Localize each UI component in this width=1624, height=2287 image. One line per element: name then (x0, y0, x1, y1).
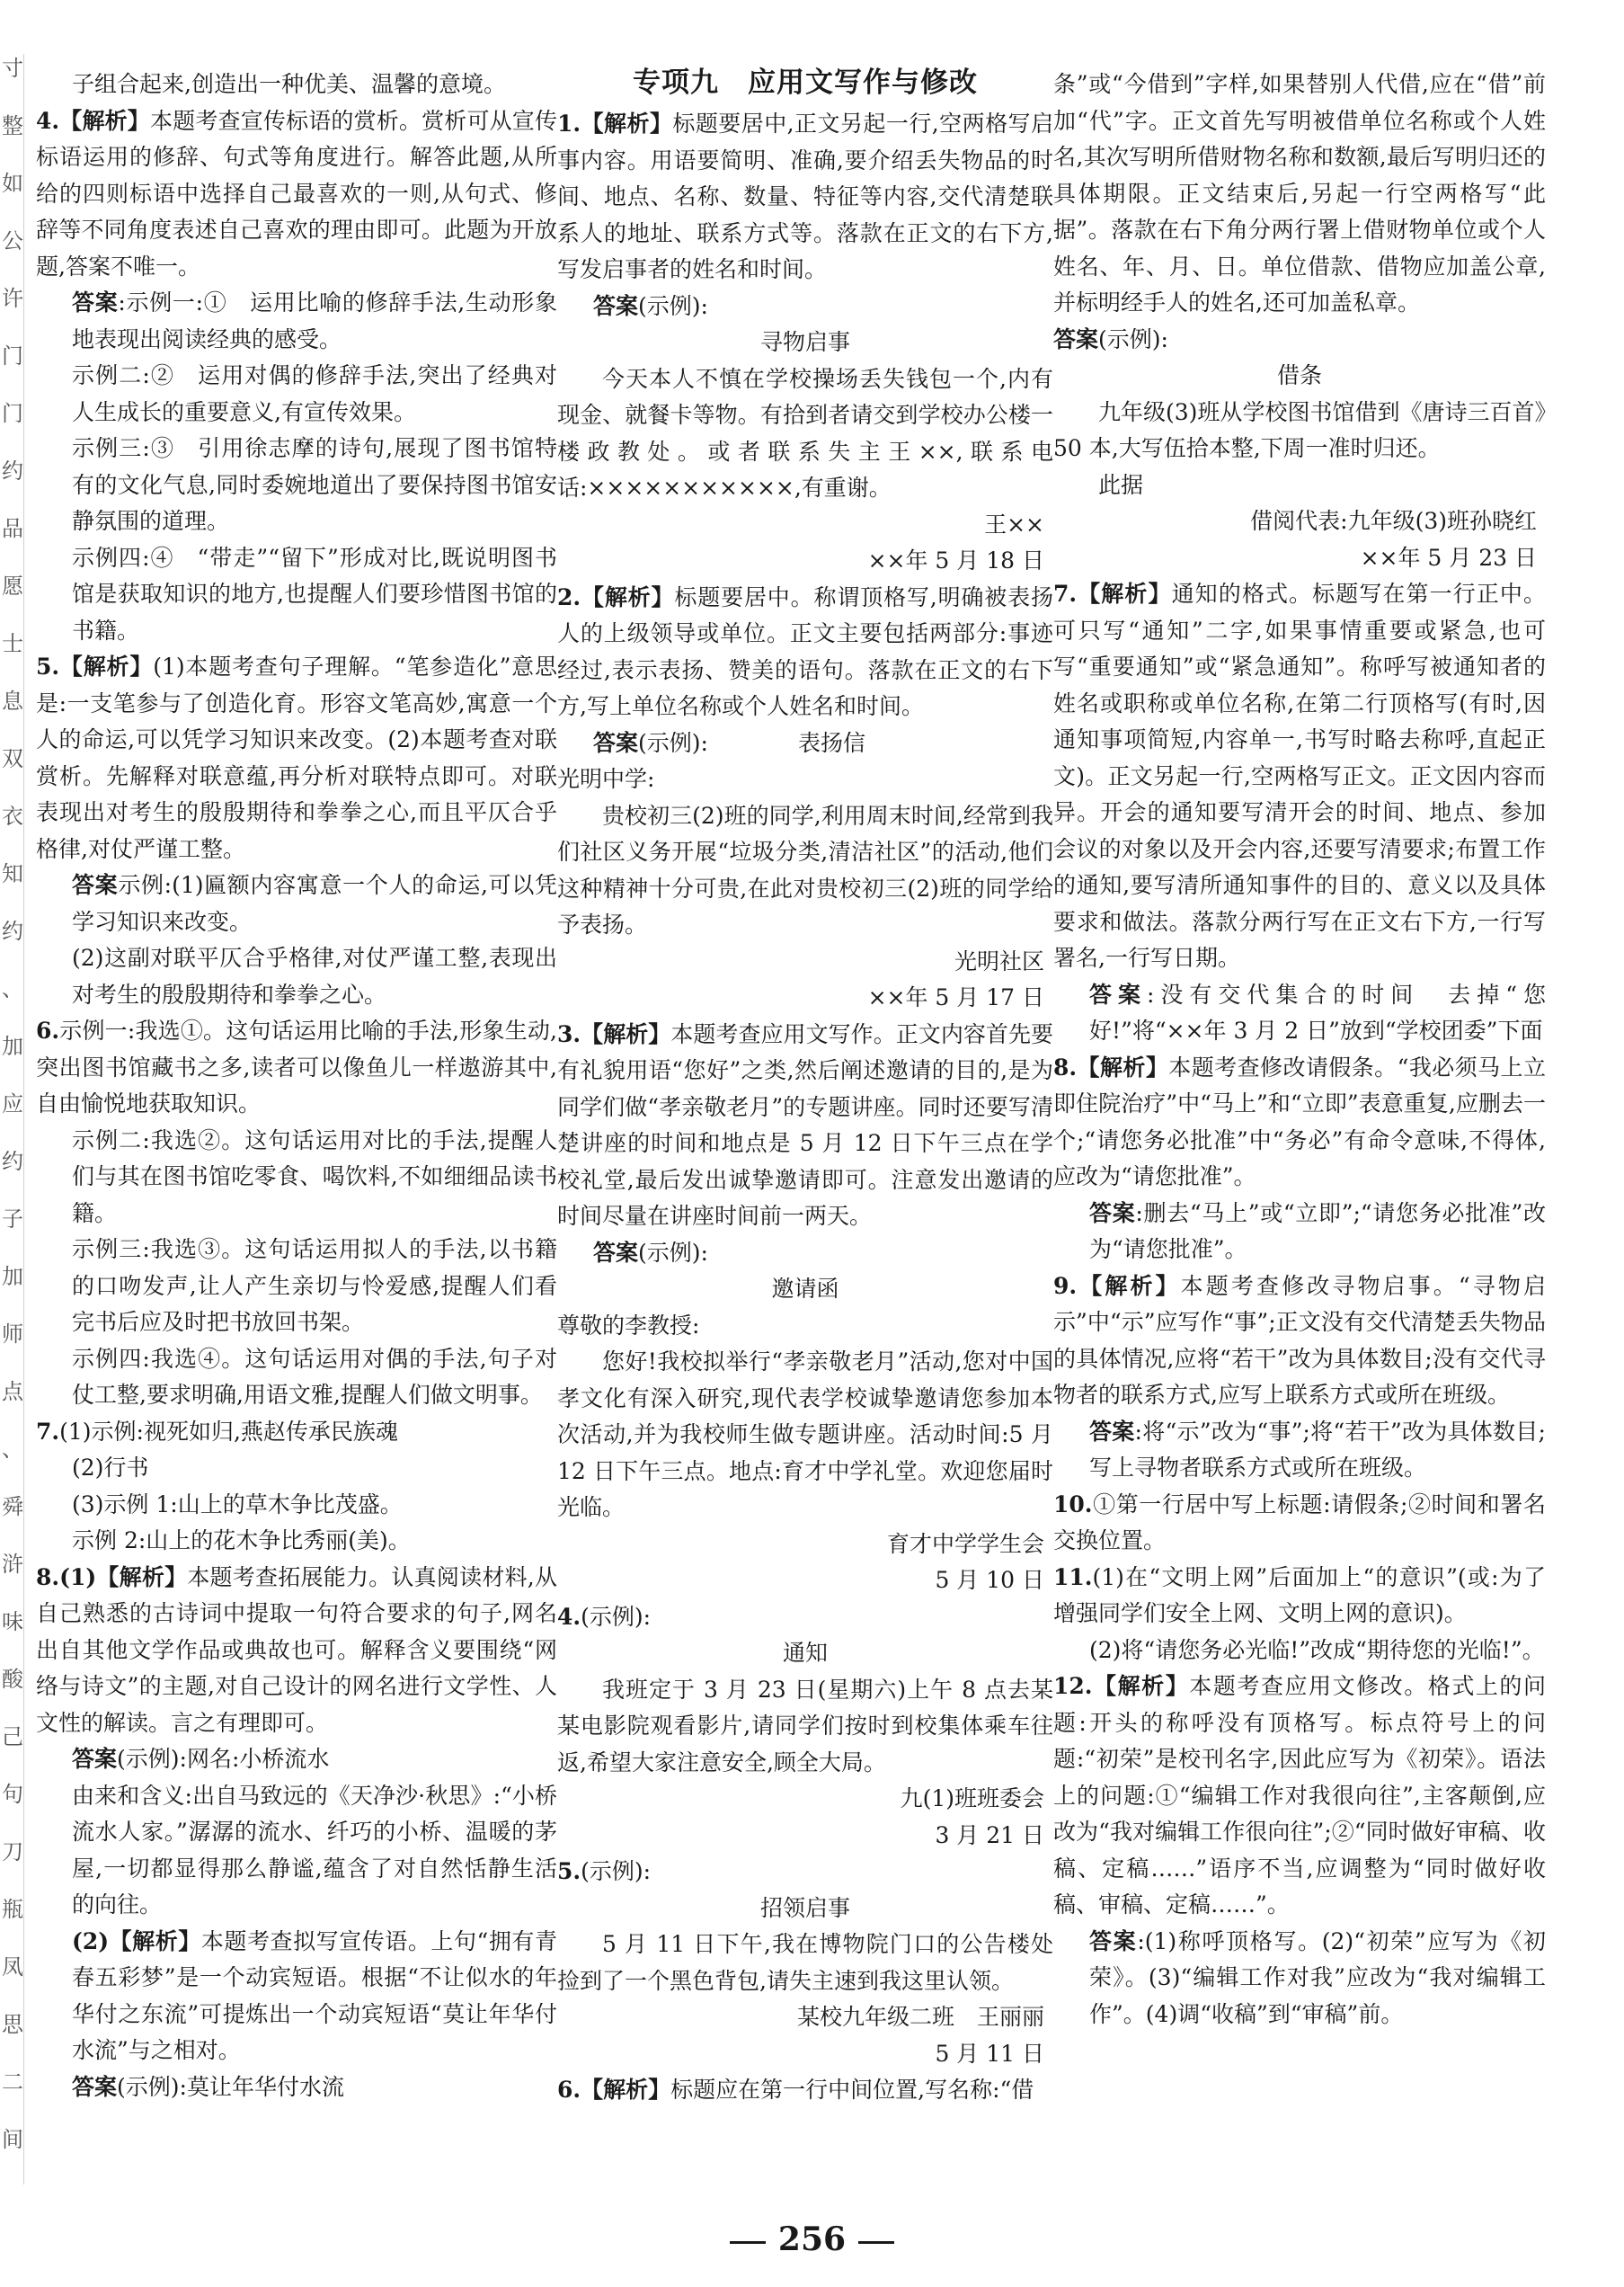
paragraph (36, 285, 557, 358)
paragraph-text: (3)示例 1:山上的草木争比茂盛。 (72, 1491, 403, 1517)
edge-char: 思 (2, 2012, 23, 2037)
paragraph-text: 我班定于 3 月 23 日(星期六)上午 8 点去某某电影院观看影片,请同学们按时到校集体乘车往返,希望大家注意安全,顾全大局。 (557, 1676, 1053, 1775)
answer-label: 答案 (72, 1746, 118, 1772)
edge-char: 加 (2, 1264, 23, 1289)
paragraph (36, 649, 557, 868)
paragraph-text: 子组合起来,创造出一种优美、温馨的意境。 (72, 71, 506, 97)
item-number: 5. (36, 654, 60, 680)
paragraph-text: (示例): (1098, 325, 1168, 352)
edge-char: 子 (2, 1206, 23, 1232)
item-number: 11. (1053, 1563, 1093, 1590)
paragraph (36, 1013, 557, 1123)
analysis-tag: 【解析】 (1092, 1673, 1190, 1699)
paragraph-text: 本题考查拟写宣传语。上句“拥有青春五彩梦”是一个动宾短语。根据“不让似水的年华付之东流”可提炼出一个动宾短语“莫让年华付水流”与之相对。 (72, 1927, 557, 2063)
edge-char: 寸 (2, 56, 23, 81)
edge-char: 门 (2, 343, 23, 369)
answer-label: 答案 (72, 2073, 118, 2100)
item-number: 6. (557, 2077, 581, 2103)
paragraph-text: 光明社区 (954, 948, 1044, 974)
paragraph (557, 1308, 1053, 1345)
paragraph (1053, 503, 1546, 540)
edge-char: 二 (2, 2069, 23, 2095)
analysis-tag: 【解析】 (581, 583, 675, 610)
paragraph (36, 1341, 557, 1414)
paragraph (557, 761, 1053, 798)
paragraph-text: 寻物启事 (759, 329, 850, 355)
paragraph (557, 325, 1053, 361)
paragraph (36, 1487, 557, 1524)
paragraph-text: 本题考查宣传标语的赏析。赏析可从宣传标语运用的修辞、句式等角度进行。解答此题,从所给的四则标语中选择自己最喜欢的一则,从句式、修辞等不同角度表述自己喜欢的理由即可。此题为开放题,答案不唯一。 (36, 107, 557, 280)
paragraph (557, 1635, 1053, 1672)
paragraph-text: 示例二:我选②。这句话运用对比的手法,提醒人们与其在图书馆吃零食、喝饮料,不如细细品读书籍。 (72, 1126, 557, 1226)
paragraph (36, 431, 557, 540)
paragraph-text: 邀请函 (771, 1276, 839, 1302)
paragraph-text: 标题要居中。称谓顶格写,明确被表扬人的上级领导或单位。正文主要包括两部分:事迹经过,表示表扬、赞美的语句。落款在正文的右下方,写上单位名称或个人姓名和时间。 (557, 583, 1053, 719)
paragraph-text: 贵校初三(2)班的同学,利用周末时间,经常到我们社区义务开展“垃圾分类,清洁社区”的活动,他们这种精神十分可贵,在此对贵校初三(2)班的同学给予表扬。 (557, 802, 1053, 938)
edge-char: 己 (2, 1724, 23, 1749)
paragraph (557, 1562, 1053, 1599)
edge-char: 士 (2, 631, 23, 656)
edge-char: 双 (2, 746, 23, 771)
paragraph-text: 招领启事 (759, 1894, 850, 1921)
answer-label: 答案 (593, 729, 639, 756)
paragraph (557, 507, 1053, 544)
paragraph (1053, 1196, 1546, 1268)
paragraph (557, 1017, 1053, 1235)
paragraph-text: 5 月 11 日下午,我在博物院门口的公告楼处捡到了一个黑色背包,请失主速到我这里认领。 (557, 1931, 1053, 1994)
answer-label: 答案 (72, 872, 119, 898)
paragraph-text: 标题要居中,正文另起一行,空两格写启事内容。用语要简明、准确,要介绍丢失物品的时间、地点、名称、数量、特征等内容,交代清楚联系人的地址、联系方式等。落款在正文的右下方,写发启事者的姓名和时间。 (557, 111, 1053, 282)
paragraph (1053, 395, 1546, 467)
paragraph (1053, 467, 1546, 504)
edge-char: 约 (2, 1149, 23, 1174)
edge-char: 约 (2, 919, 23, 944)
paragraph-text: 通知的格式。标题写在第一行正中。可只写“通知”二字,如果事情重要或紧急,也可写“重要通知”或“紧急通知”。称呼写被通知者的姓名或职称或单位名称,在第二行顶格写(有时,因通知事项简短,内容单一,书写时略去称呼,直起正文)。正文另起一行,空两格写正文。正文因内容而异。开会的通知要写清开会的时间、地点、参加会议的对象以及开会内容,还要写清要求;布置工作的通知,要写清所通知事件的目的、意义以及具体要求和做法。落款分两行写在正文右下方,一行写署名,一行写日期。 (1053, 581, 1546, 971)
paragraph (1053, 1633, 1546, 1669)
edge-char: 息 (2, 689, 23, 714)
paragraph (1053, 540, 1546, 577)
item-number: 12. (1053, 1673, 1093, 1699)
paragraph (36, 67, 557, 103)
edge-char: 味 (2, 1609, 23, 1634)
paragraph (557, 1235, 1053, 1272)
answer-label: 答案 (1089, 1418, 1135, 1445)
answer-label: 答案 (72, 289, 119, 316)
paragraph-text: ××年 5 月 17 日 (867, 984, 1044, 1010)
paragraph-text: 本题考查应用文写作。正文内容首先要有礼貌用语“您好”之类,然后阐述邀请的目的,是为同学们做“孝亲敬老月”的专题讲座。同时还要写清楚讲座的时间和地点是 5 月 12 日下午三点在学校礼堂,最后发出诚挚邀请即可。注意发出邀请的时间尽量在讲座时间前一两天。 (557, 1020, 1053, 1229)
paragraph (557, 106, 1053, 289)
answer-label: 答案 (1089, 1927, 1138, 1954)
paragraph-text: (示例): (581, 1858, 652, 1884)
paragraph-text: 本题考查修改寻物启事。“寻物启示”中“示”应写作“事”;正文没有交代清楚丢失物品的具体情况,应将“若干”改为具体数目;没有交代寻物者的联系方式,应写上联系方式或所在班级。 (1053, 1272, 1546, 1408)
paragraph-text: (示例): 表扬信 (638, 729, 865, 756)
paragraph-text: (示例): (581, 1603, 652, 1630)
paragraph-text: (示例): (638, 1239, 708, 1266)
edge-char: 浒 (2, 1552, 23, 1577)
paragraph-text: 您好!我校拟举行“孝亲敬老月”活动,您对中国孝文化有深入研究,现代表学校诚挚邀请您参加本次活动,并为我校师生做专题讲座。活动时间:5 月 12 日下午三点。地点:育才中学礼堂。欢迎您届时光临。 (557, 1348, 1053, 1520)
page-number-dash-right (858, 2241, 894, 2244)
edge-char: 师 (2, 1321, 23, 1347)
paragraph (557, 944, 1053, 981)
edge-char: 点 (2, 1379, 23, 1404)
paragraph (557, 543, 1053, 580)
edge-char: 衣 (2, 804, 23, 829)
paragraph (1053, 358, 1546, 395)
paragraph (36, 540, 557, 650)
analysis-tag: 【解析】 (1077, 581, 1172, 607)
paragraph-text: (2)行书 (72, 1455, 149, 1481)
paragraph (557, 1999, 1053, 2036)
paragraph (1053, 1414, 1546, 1487)
paragraph-text: 此据 (1098, 471, 1144, 498)
edge-char: 句 (2, 1782, 23, 1807)
paragraph-text: :没有交代集合的时间 去掉“您好!”将“××年 3 月 2 日”放到“学校团委”下面 (1089, 981, 1546, 1044)
paragraph (36, 103, 557, 286)
analysis-tag: 【解析】 (1077, 1272, 1181, 1299)
paragraph (557, 580, 1053, 725)
item-number: 4. (36, 107, 60, 134)
column-3 (1053, 67, 1546, 2033)
paragraph (36, 2069, 557, 2106)
analysis-tag: 【解析】 (581, 2077, 671, 2103)
paragraph (557, 289, 1053, 325)
item-number: 3. (557, 1020, 581, 1047)
paragraph (557, 1891, 1053, 1927)
analysis-tag: 【解析】 (581, 111, 673, 137)
paragraph-text: 本题考查应用文修改。格式上的问题:开头的称呼没有顶格写。标点符号上的问题:“初荣”是校刊名字,因此应写为《初荣》。语法上的问题:①“编辑工作对我很向往”,主客颠倒,应改为“我对编辑工作很向往”;②“同时做好审稿、收稿、定稿……”语序不当,应调整为“同时做好收稿、审稿、定稿……”。 (1053, 1673, 1546, 1918)
item-number: 8. (1053, 1054, 1078, 1081)
paragraph (1053, 1050, 1546, 1196)
paragraph-text: 示例四:我选④。这句话运用对偶的手法,句子对仗工整,要求明确,用语文雅,提醒人们做文明事。 (72, 1345, 557, 1408)
paragraph (557, 1526, 1053, 1563)
edge-char: 加 (2, 1034, 23, 1059)
item-number: 7. (1053, 581, 1078, 607)
paragraph (557, 1818, 1053, 1855)
paragraph (557, 725, 1053, 762)
edge-char: 许 (2, 286, 23, 311)
edge-char: 、 (2, 976, 23, 1001)
paragraph (557, 361, 1053, 507)
paragraph-text: 今天本人不慎在学校操场丢失钱包一个,内有现金、就餐卡等物。有拾到者请交到学校办公楼一楼政教处。或者联系失主王××,联系电话:×××××××××××,有重谢。 (557, 365, 1053, 501)
paragraph-text: (1)在“文明上网”后面加上“的意识”(或:为了增强同学们安全上网、文明上网的意识)。 (1053, 1563, 1546, 1626)
edge-char: 知 (2, 861, 23, 886)
edge-char: 愿 (2, 574, 23, 599)
item-number: 6. (36, 1018, 60, 1044)
edge-char: 酸 (2, 1667, 23, 1692)
paragraph-text: 示例一:我选①。这句话运用比喻的手法,形象生动,突出图书馆藏书之多,读者可以像鱼儿一样遨游其中,自由愉悦地获取知识。 (36, 1018, 557, 1117)
paragraph-text: 示例 2:山上的花木争比秀丽(美)。 (72, 1527, 411, 1553)
paragraph-text: 标题应在第一行中间位置,写名称:“借 (670, 2077, 1034, 2103)
paragraph-text: 5 月 11 日 (935, 2040, 1044, 2067)
paragraph (1053, 1560, 1546, 1633)
edge-char: 整 (2, 113, 23, 138)
paragraph (36, 868, 557, 940)
item-number: 1. (557, 111, 581, 137)
paragraph-text: 示例:(1)匾额内容寓意一个人的命运,可以凭学习知识来改变。 (72, 872, 557, 935)
analysis-tag: (1)【解析】 (59, 1563, 188, 1590)
paragraph (557, 1927, 1053, 1999)
paragraph-text: 借条 (1276, 362, 1322, 388)
paragraph (36, 940, 557, 1013)
edge-char: 门 (2, 401, 23, 426)
item-number: 4. (557, 1603, 581, 1630)
edge-char: 间 (2, 2127, 23, 2152)
paragraph (1053, 1268, 1546, 1414)
paragraph (557, 1781, 1053, 1818)
paragraph (36, 1778, 557, 1924)
edge-char: 、 (2, 1437, 23, 1462)
analysis-tag: 【解析】 (1077, 1054, 1169, 1081)
paragraph-text: 通知 (782, 1640, 828, 1666)
paragraph (557, 798, 1053, 944)
column-2 (557, 67, 1053, 2109)
paragraph (36, 1232, 557, 1341)
paragraph-text: 九(1)班班委会 (900, 1785, 1044, 1811)
paragraph (557, 1672, 1053, 1782)
paragraph (36, 1741, 557, 1778)
paragraph (36, 1924, 557, 2069)
paragraph-text: 5 月 10 日 (935, 1567, 1044, 1593)
paragraph-text: :将“示”改为“事”;将“若干”改为具体数目;写上寻物者联系方式或所在班级。 (1089, 1418, 1546, 1481)
answer-label: 答案 (1089, 981, 1147, 1008)
paragraph-text: 条”或“今借到”字样,如果替别人代借,应在“借”前加“代”字。正文首先写明被借单位名称或个人姓名,其次写明所借财物名称和数额,最后写明归还的具体期限。正文结束后,另起一行空两格写“此据”。落款在右下角分两行署上借财物单位或个人姓名、年、月、日。单位借款、借物应加盖公章,并标明经手人的姓名,还可加盖私章。 (1053, 71, 1546, 316)
paragraph-text: 借阅代表:九年级(3)班孙晓红 (1250, 508, 1537, 534)
item-number: 7. (36, 1418, 60, 1445)
paragraph-text: 育才中学学生会 (886, 1530, 1044, 1557)
paragraph-text: ①第一行居中写上标题:请假条;②时间和署名交换位置。 (1053, 1491, 1546, 1553)
page-number-value: 256 (777, 2220, 847, 2258)
paragraph (557, 1599, 1053, 1636)
paragraph-text: 光明中学: (557, 766, 655, 792)
paragraph-text: 王×× (984, 511, 1044, 538)
section-title: 专项九 应用文写作与修改 (633, 67, 978, 99)
paragraph (1053, 67, 1546, 322)
paragraph-text: 3 月 21 日 (935, 1821, 1044, 1848)
paragraph (36, 1523, 557, 1560)
paragraph (1053, 1487, 1546, 1560)
paragraph (36, 358, 557, 431)
paragraph-text: (2)将“请您务必光临!”改成“期待您的光临!”。 (1089, 1636, 1545, 1663)
paragraph (557, 1854, 1053, 1891)
edge-char: 品 (2, 516, 23, 541)
paragraph (36, 1560, 557, 1742)
page-number-dash-left (730, 2241, 766, 2244)
edge-char: 舜 (2, 1494, 23, 1519)
paragraph (1053, 1924, 1546, 2033)
analysis-tag: 【解析】 (59, 107, 150, 134)
paragraph (557, 1344, 1053, 1526)
paragraph-text: 本题考查修改请假条。“我必须马上立即住院治疗”中“马上”和“立即”表意重复,应删去一个;“请您务必批准”中“务必”有命令意味,不得体,应改为“请您批准”。 (1053, 1054, 1546, 1189)
paragraph (1053, 1669, 1546, 1924)
paragraph-text: ××年 5 月 18 日 (867, 547, 1044, 574)
analysis-tag: (2)【解析】 (72, 1927, 201, 1954)
paragraph-text: 示例二:② 运用对偶的修辞手法,突出了经典对人生成长的重要意义,有宣传效果。 (72, 362, 557, 425)
paragraph-text: :示例一:① 运用比喻的修辞手法,生动形象地表现出阅读经典的感受。 (72, 289, 557, 352)
edge-char: 公 (2, 228, 23, 254)
paragraph (557, 980, 1053, 1017)
analysis-tag: 【解析】 (59, 654, 154, 680)
page-number (0, 2220, 1624, 2258)
paragraph-text: (1)示例:视死如归,燕赵传承民族魂 (59, 1418, 398, 1445)
edge-char: 凤 (2, 1954, 23, 1980)
paragraph (1053, 977, 1546, 1050)
answer-label: 答案 (593, 1239, 639, 1266)
paragraph-text: (示例): (638, 292, 708, 319)
paragraph-text: (示例):网名:小桥流水 (117, 1746, 330, 1772)
paragraph-text: 示例三:③ 引用徐志摩的诗句,展现了图书馆特有的文化气息,同时委婉地道出了要保持图书馆安静氛围的道理。 (72, 435, 557, 534)
paragraph (557, 1271, 1053, 1308)
paragraph-text: (2)这副对联平仄合乎格律,对仗严谨工整,表现出对考生的殷殷期待和拳拳之心。 (72, 945, 557, 1008)
edge-char: 如 (2, 171, 23, 196)
paragraph-text: (1)本题考查句子理解。“笔参造化”意思是:一支笔参与了创造化育。形容文笔高妙,寓意一个人的命运,可以凭学习知识来改变。(2)本题考查对联赏析。先解释对联意蕴,再分析对联特点即可。对联表现出对考生的殷殷期待和拳拳之心,而且平仄合乎格律,对仗严谨工整。 (36, 654, 557, 862)
paragraph (36, 1414, 557, 1451)
edge-char: 约 (2, 458, 23, 484)
paragraph (1053, 576, 1546, 977)
answer-label: 答案 (1053, 325, 1099, 352)
paragraph-text: 示例四:④ “带走”“留下”形成对比,既说明图书馆是获取知识的地方,也提醒人们要珍惜图书馆的书籍。 (72, 544, 557, 644)
left-margin-rule (23, 54, 24, 2185)
analysis-tag: 【解析】 (581, 1020, 671, 1047)
paragraph-text: 由来和含义:出自马致远的《天净沙·秋思》:“小桥流水人家。”潺潺的流水、纤巧的小桥、温暖的茅屋,一切都显得那么静谧,蕴含了对自然恬静生活的向往。 (72, 1782, 557, 1918)
paragraph-text: ××年 5 月 23 日 (1360, 544, 1537, 571)
answer-label: 答案 (1089, 1199, 1136, 1226)
edge-char: 瓶 (2, 1897, 23, 1922)
item-number: 2. (557, 583, 581, 610)
paragraph-text: (示例):莫让年华付水流 (117, 2073, 344, 2100)
paragraph-text: :(1)称呼顶格写。(2)“初荣”应写为《初荣》。(3)“编辑工作对我”应改为“我对编辑工作”。(4)调“收稿”到“审稿”前。 (1089, 1927, 1546, 2027)
paragraph-text: 本题考查拓展能力。认真阅读材料,从自己熟悉的古诗词中提取一句符合要求的句子,网名出自其他文学作品或典故也可。解释含义要围绕“网络与诗文”的主题,对自己设计的网名进行文学性、人文性的解读。言之有理即可。 (36, 1563, 557, 1736)
paragraph-text: 尊敬的李教授: (557, 1312, 700, 1339)
paragraph-text: 九年级(3)班从学校图书馆借到《唐诗三百首》50 本,大写伍拾本整,下周一准时归还。 (1053, 398, 1546, 461)
item-number: 8. (36, 1563, 60, 1590)
item-number: 5. (557, 1858, 581, 1884)
column-1 (36, 67, 557, 2105)
paragraph (36, 1123, 557, 1232)
item-number: 9. (1053, 1272, 1078, 1299)
paragraph-text: :删去“马上”或“立即”;“请您务必批准”改为“请您批准”。 (1089, 1199, 1546, 1262)
paragraph (1053, 322, 1546, 359)
paragraph (557, 2036, 1053, 2073)
paragraph-text: 示例三:我选③。这句话运用拟人的手法,以书籍的口吻发声,让人产生亲切与怜爱感,提醒人们看完书后应及时把书放回书架。 (72, 1236, 557, 1335)
paragraph (36, 1450, 557, 1487)
edge-char: 应 (2, 1091, 23, 1117)
edge-char: 刀 (2, 1839, 23, 1864)
paragraph-text: 某校九年级二班 王丽丽 (796, 2004, 1044, 2030)
paragraph (557, 2072, 1053, 2109)
item-number: 10. (1053, 1491, 1093, 1517)
answer-label: 答案 (593, 292, 639, 319)
